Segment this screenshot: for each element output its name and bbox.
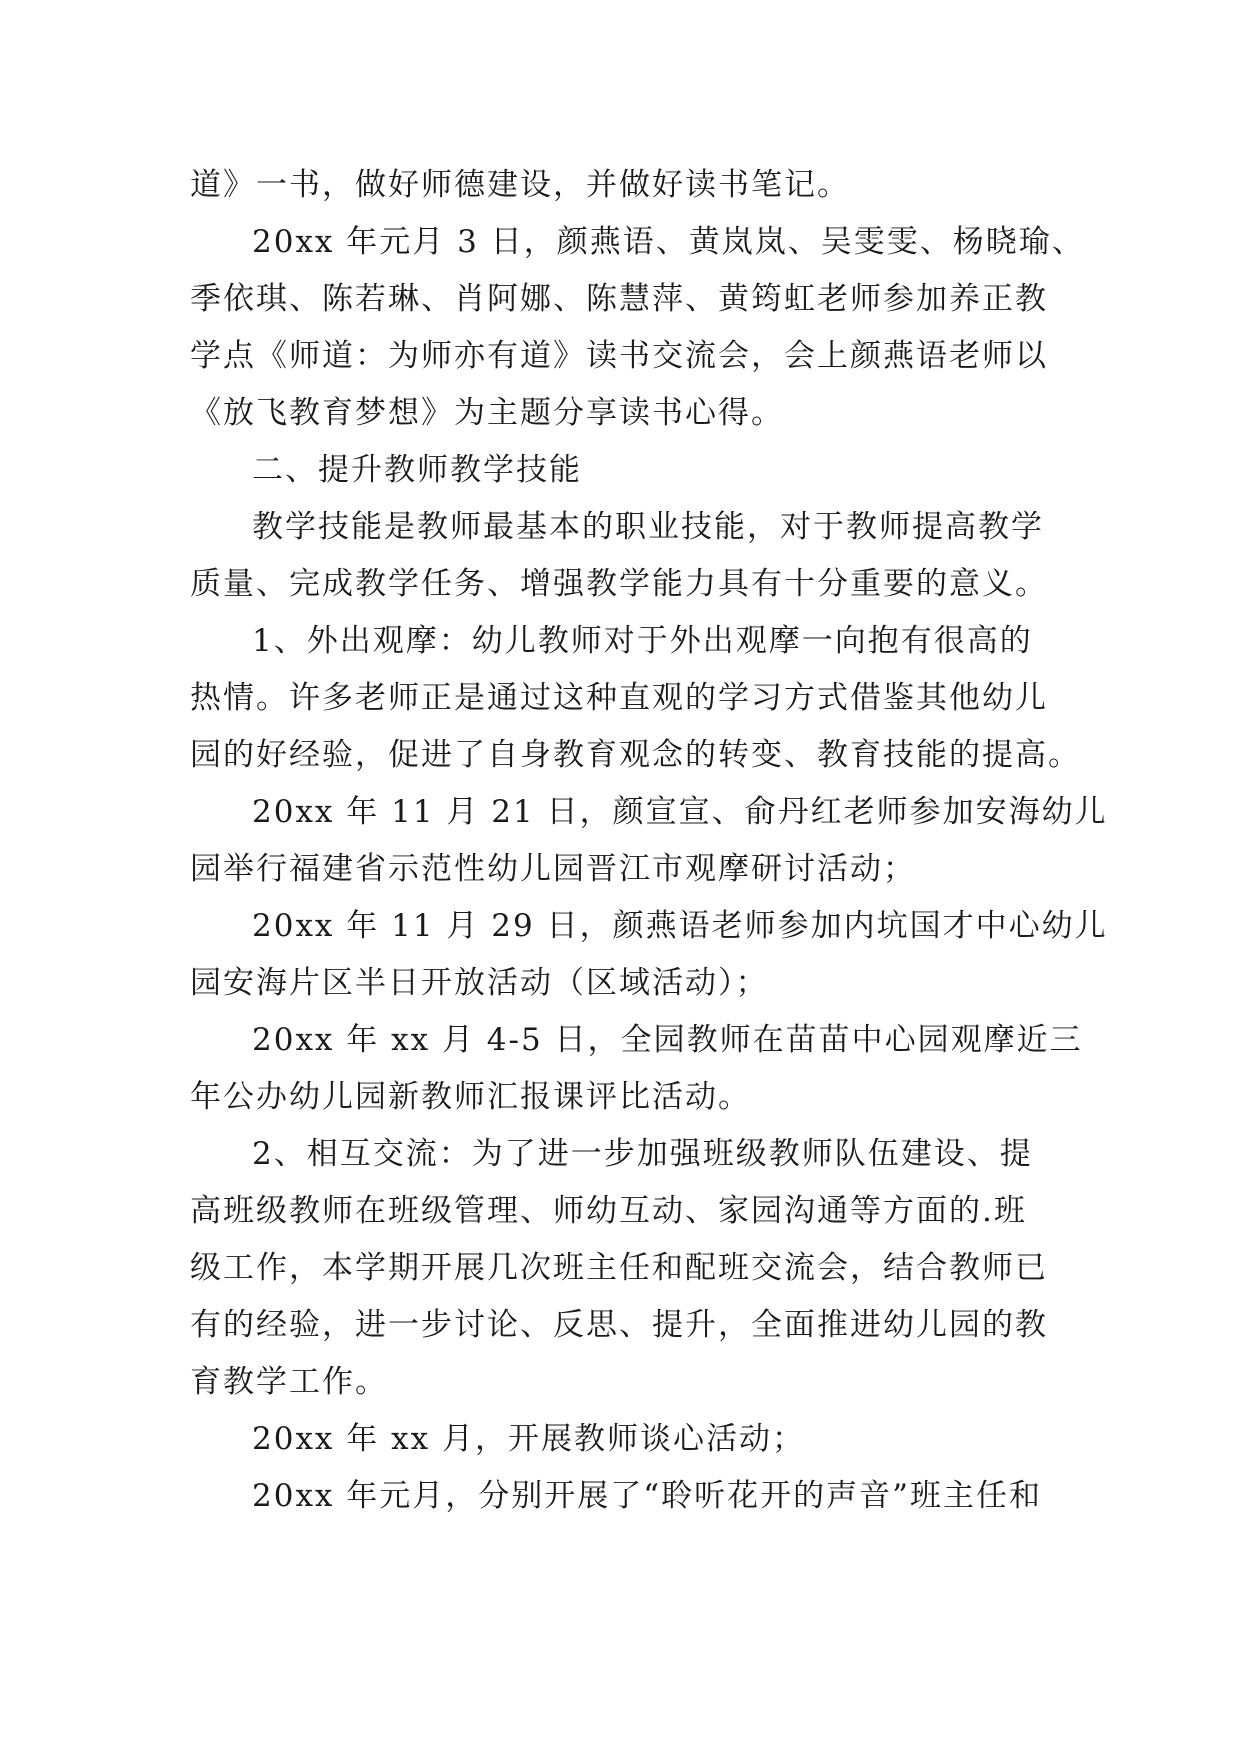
text-line: 学点《师道：为师亦有道》读书交流会，会上颜燕语老师以 [190,338,1048,374]
text-line: 20xx 年 11 月 29 日，颜燕语老师参加内坑国才中心幼儿 [252,908,1108,944]
text-line: 有的经验，进一步讨论、反思、提升，全面推进幼儿园的教 [190,1307,1048,1343]
text-line: 高班级教师在班级管理、师幼互动、家园沟通等方面的.班 [190,1193,1027,1229]
text-line: 20xx 年 xx 月 4-5 日，全园教师在苗苗中心园观摩近三 [252,1022,1083,1058]
text-line: 《放飞教育梦想》为主题分享读书心得。 [190,395,784,431]
text-line: 园举行福建省示范性幼儿园晋江市观摩研讨活动； [190,851,916,887]
text-line: 园安海片区半日开放活动（区域活动）； [190,965,769,1001]
text-line: 20xx 年元月，分别开展了“聆听花开的声音”班主任和 [252,1478,1042,1514]
section-heading: 二、提升教师教学技能 [252,452,582,488]
text-line: 20xx 年 xx 月，开展教师谈心活动； [252,1421,805,1457]
text-line: 级工作，本学期开展几次班主任和配班交流会，结合教师已 [190,1250,1048,1286]
text-line: 园的好经验，促进了自身教育观念的转变、教育技能的提高。 [190,737,1081,773]
text-line: 20xx 年 11 月 21 日，颜宣宣、俞丹红老师参加安海幼儿 [252,794,1108,830]
text-line: 质量、完成教学任务、增强教学能力具有十分重要的意义。 [190,566,1048,602]
text-line: 育教学工作。 [190,1364,388,1400]
text-line: 年公办幼儿园新教师汇报课评比活动。 [190,1079,751,1115]
text-line: 道》一书，做好师德建设，并做好读书笔记。 [190,167,850,203]
text-line: 20xx 年元月 3 日，颜燕语、黄岚岚、吴雯雯、杨晓瑜、 [252,224,1085,260]
text-line: 热情。许多老师正是通过这种直观的学习方式借鉴其他幼儿 [190,680,1048,716]
text-line: 季依琪、陈若琳、肖阿娜、陈慧萍、黄筠虹老师参加养正教 [190,281,1048,317]
document-body [190,157,1108,1525]
text-line: 1、外出观摩：幼儿教师对于外出观摩一向抱有很高的 [252,623,1033,659]
text-line: 教学技能是教师最基本的职业技能，对于教师提高教学 [252,509,1044,545]
text-line: 2、相互交流：为了进一步加强班级教师队伍建设、提 [252,1136,1033,1172]
